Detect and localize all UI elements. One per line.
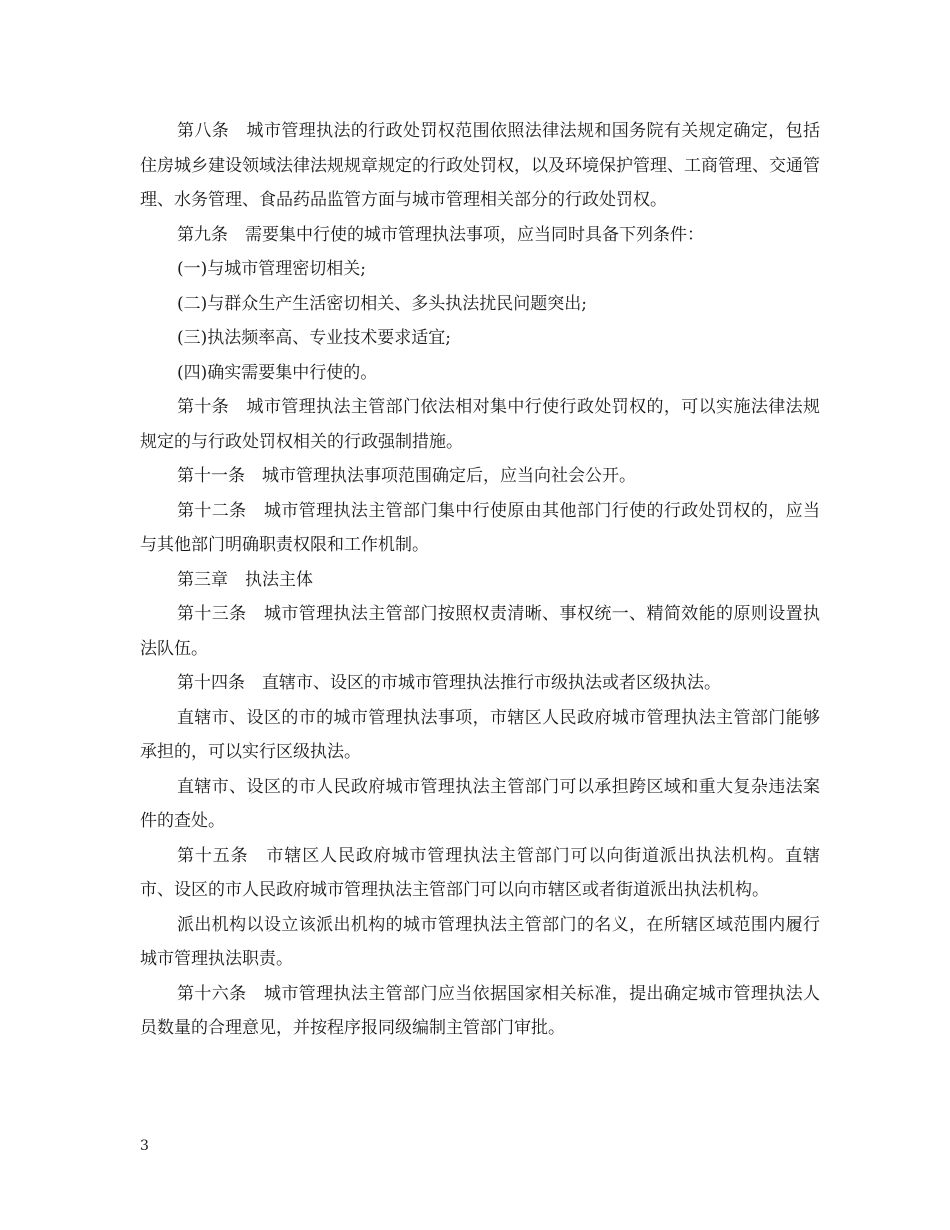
article-14-paragraph: 第十四条 直辖市、设区的市城市管理执法推行市级执法或者区级执法。 <box>177 673 721 693</box>
page-number: 3 <box>140 1138 149 1154</box>
article-15-clause-2-paragraph: 派出机构以设立该派出机构的城市管理执法主管部门的名义，在所辖区域范围内履行城市管理执法职责。 <box>140 914 820 969</box>
document-body <box>140 114 820 1046</box>
condition-3-item: (三)执法频率高、专业技术要求适宜; <box>177 328 451 348</box>
condition-4-item: (四)确实需要集中行使的。 <box>177 362 378 383</box>
article-8-paragraph: 第八条 城市管理执法的行政处罚权范围依照法律法规和国务院有关规定确定，包括住房城乡建设领域法律法规规章规定的行政处罚权，以及环境保护管理、工商管理、交通管理、水务管理、食品药品监管方面与城市管理相关部分的行政处罚权。 <box>140 121 820 210</box>
article-14-clause-2-paragraph: 直辖市、设区的市的城市管理执法事项，市辖区人民政府城市管理执法主管部门能够承担的，可以实行区级执法。 <box>140 707 820 762</box>
chapter-3-heading: 第三章 执法主体 <box>177 569 313 590</box>
article-9-paragraph: 第九条 需要集中行使的城市管理执法事项，应当同时具备下列条件： <box>177 224 704 245</box>
condition-1-item: (一)与城市管理密切相关; <box>177 259 366 279</box>
article-15-paragraph: 第十五条 市辖区人民政府城市管理执法主管部门可以向街道派出执法机构。直辖市、设区的市人民政府城市管理执法主管部门可以向市辖区或者街道派出执法机构。 <box>140 845 820 900</box>
article-13-paragraph: 第十三条 城市管理执法主管部门按照权责清晰、事权统一、精简效能的原则设置执法队伍。 <box>140 604 820 659</box>
article-12-paragraph: 第十二条 城市管理执法主管部门集中行使原由其他部门行使的行政处罚权的，应当与其他部门明确职责权限和工作机制。 <box>140 500 820 555</box>
article-11-paragraph: 第十一条 城市管理执法事项范围确定后，应当向社会公开。 <box>177 466 636 486</box>
condition-2-item: (二)与群众生产生活密切相关、多头执法扰民问题突出; <box>177 293 587 314</box>
article-14-clause-3-paragraph: 直辖市、设区的市人民政府城市管理执法主管部门可以承担跨区域和重大复杂违法案件的查处。 <box>140 776 820 831</box>
article-10-paragraph: 第十条 城市管理执法主管部门依法相对集中行使行政处罚权的，可以实施法律法规规定的与行政处罚权相关的行政强制措施。 <box>140 397 820 452</box>
article-16-paragraph: 第十六条 城市管理执法主管部门应当依据国家相关标准，提出确定城市管理执法人员数量的合理意见，并按程序报同级编制主管部门审批。 <box>140 983 820 1038</box>
